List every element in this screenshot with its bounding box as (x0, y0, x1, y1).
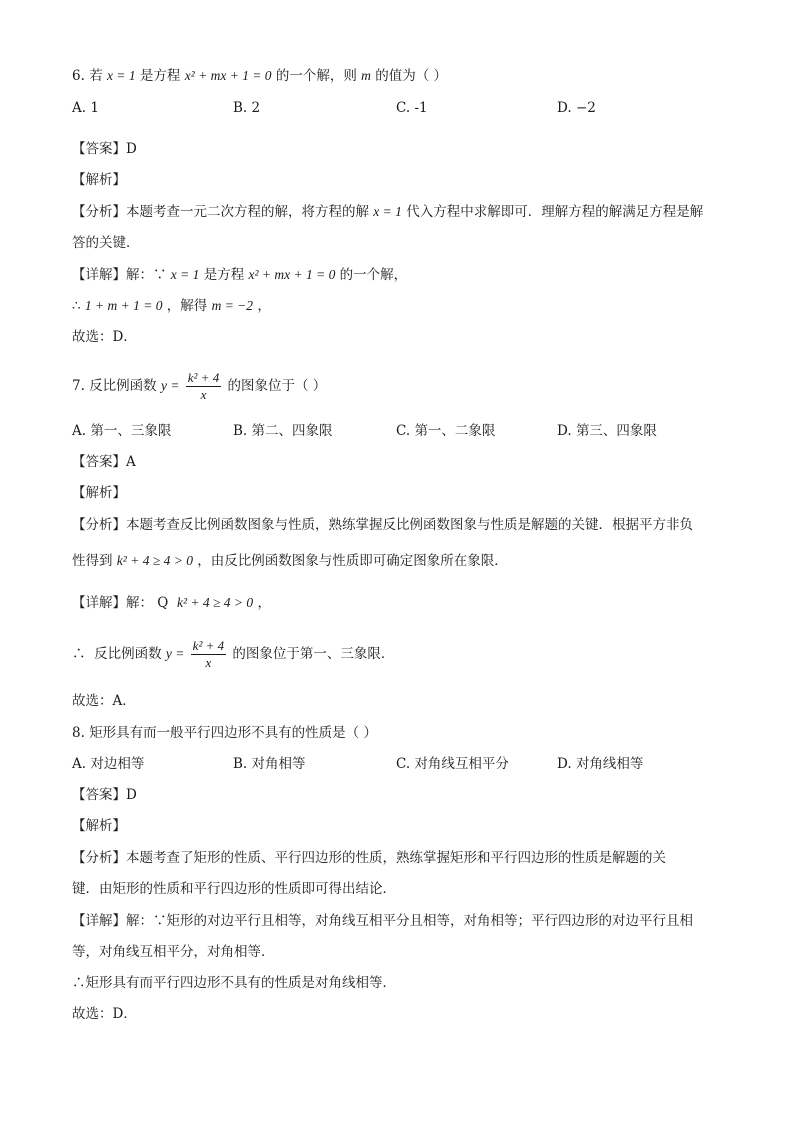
q6-fenxi-cont: 答的关键． (72, 235, 140, 251)
q8-xiangjie-2: 等，对角线互相平分，对角相等． (72, 944, 275, 960)
q8-choose: 故选：D． (72, 1006, 137, 1022)
q6-stem-text: 若 (89, 68, 103, 84)
q8-xiangjie-1: 【详解】解：∵矩形的对边平行且相等，对角线互相平分且相等，对角相等；平行四边形的对边平行且相 (72, 913, 693, 929)
q7-option-a: A. 第一、三象限 (72, 423, 172, 439)
q8-option-d: D. 对角线相等 (557, 756, 644, 772)
q6-xiangjie-2: ∴ 1 + m + 1 = 0 ，解得 m = −2 ， (72, 298, 271, 314)
q8-option-b: B. 对角相等 (233, 756, 306, 772)
q7-function-y: y = (160, 378, 180, 393)
q7-analysis-tag: 【解析】 (72, 485, 126, 501)
q7-stem: 7. 反比例函数 y = $\frac{\text{k² + 4}}{x}$ 的图象位于（ ） (72, 370, 327, 402)
q6-stem-text: 是方程 (139, 68, 181, 84)
q8-option-a: A. 对边相等 (72, 756, 145, 772)
q6-variable: m (361, 68, 371, 83)
q7-fraction: $\frac{\text{k² + 4}}{x}$ (187, 370, 220, 402)
q7-xiangjie-1: 【详解】解： Q k² + 4 ≥ 4 > 0 ， (72, 595, 271, 611)
q8-option-c: C. 对角线互相平分 (396, 756, 509, 772)
q6-stem-text: 的值为（ ） (375, 68, 447, 84)
q6-choose: 故选：D． (72, 329, 137, 345)
q7-option-d: D. 第三、四象限 (557, 423, 657, 439)
q6-condition: x = 1 (106, 68, 136, 83)
q7-fraction-2: $\frac{\text{k² + 4}}{x}$ (192, 638, 225, 670)
q7-option-b: B. 第二、四象限 (233, 423, 333, 439)
q6-option-c: C. -1 (396, 100, 428, 116)
q8-xiangjie-3: ∴矩形具有而平行四边形不具有的性质是对角线相等． (72, 975, 396, 991)
q6-equation: x² + mx + 1 = 0 (184, 68, 272, 83)
q6-option-d: D. −2 (557, 100, 596, 116)
q7-fenxi-cont: 性得到 k² + 4 ≥ 4 > 0 ，由反比例函数图象与性质即可确定图象所在象限． (72, 553, 508, 569)
q6-number: 6. (72, 68, 85, 84)
q7-xiangjie-2: ∴ 反比例函数 y = $\frac{\text{k² + 4}}{x}$ 的图象位于第一、三象限． (72, 638, 395, 670)
q6-option-a: A. 1 (72, 100, 99, 116)
q6-answer: 【答案】D (72, 141, 137, 157)
q6-option-b: B. 2 (233, 100, 261, 116)
q6-analysis-tag: 【解析】 (72, 172, 126, 188)
q6-xiangjie-1: 【详解】解：∵ x = 1 是方程 x² + mx + 1 = 0 的一个解， (72, 267, 408, 283)
q8-fenxi-1: 【分析】本题考查了矩形的性质、平行四边形的性质，熟练掌握矩形和平行四边形的性质是解题的关 (72, 850, 666, 866)
q8-stem: 8. 矩形具有而一般平行四边形不具有的性质是（ ） (72, 725, 377, 741)
q6-fenxi: 【分析】本题考查一元二次方程的解，将方程的解 x = 1 代入方程中求解即可．理解方程的解满足方程是解 (72, 204, 704, 220)
q7-option-c: C. 第一、二象限 (396, 423, 496, 439)
q6-stem-text: 的一个解，则 (275, 68, 357, 84)
q7-fenxi: 【分析】本题考查反比例函数图象与性质，熟练掌握反比例函数图象与性质是解题的关键．根据平方非负 (72, 517, 693, 533)
q8-fenxi-2: 键．由矩形的性质和平行四边形的性质即可得出结论． (72, 881, 396, 897)
q7-symbol: Q (157, 595, 169, 611)
q7-answer: 【答案】A (72, 454, 136, 470)
q7-choose: 故选：A． (72, 693, 136, 709)
q8-answer: 【答案】D (72, 787, 137, 803)
q8-analysis-tag: 【解析】 (72, 818, 126, 834)
q6-stem (72, 66, 447, 86)
